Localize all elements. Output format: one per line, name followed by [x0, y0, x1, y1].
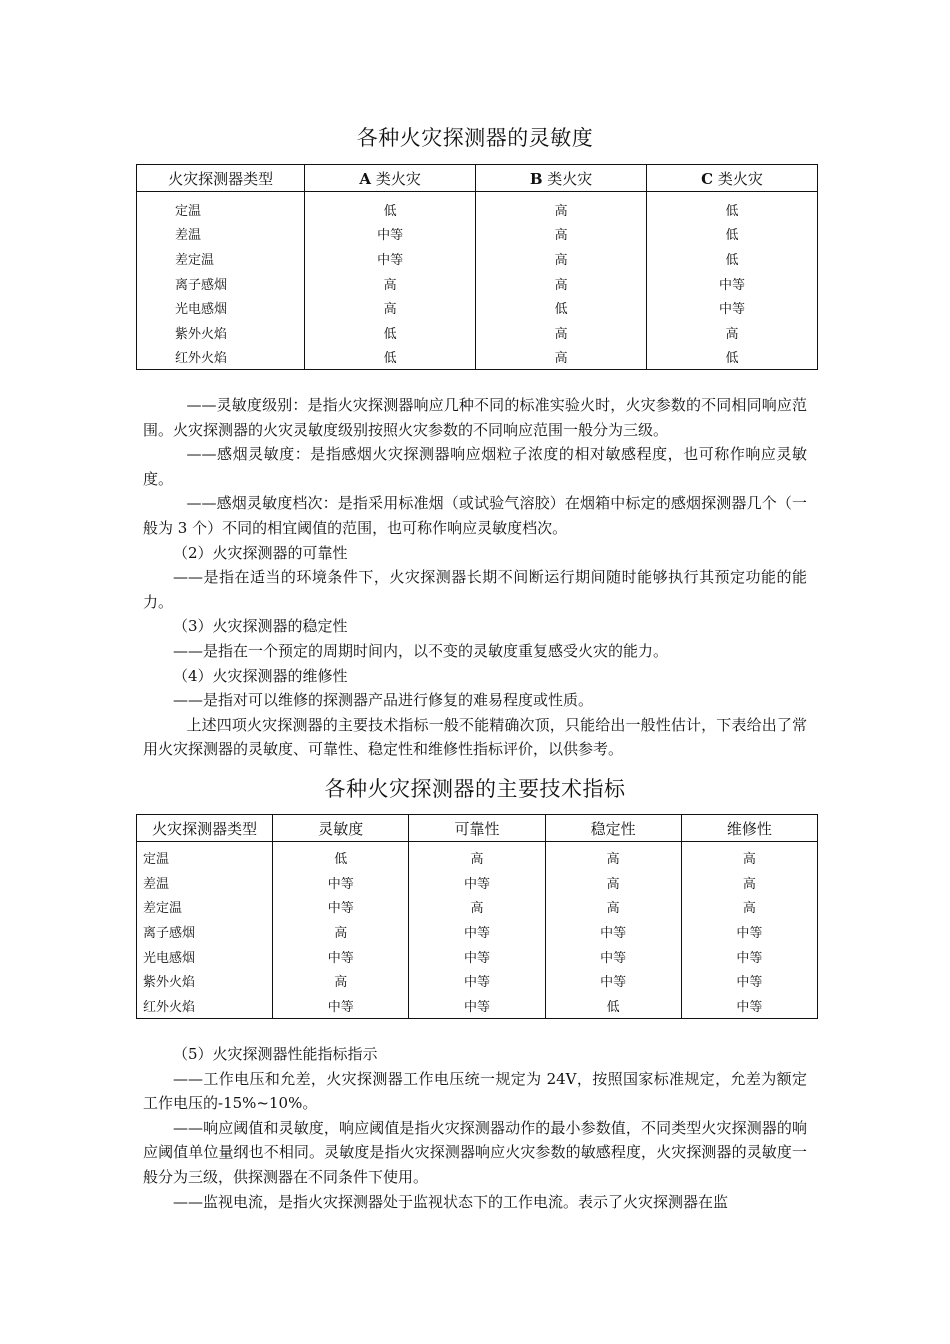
sensitivity-table [136, 164, 818, 370]
table-row [137, 894, 818, 919]
table1-title: 各种火灾探测器的灵敏度 [356, 126, 594, 150]
table-header-row [137, 165, 818, 192]
table-header-row [137, 815, 818, 842]
table-cell: 中等 [647, 295, 818, 320]
table-cell: 低 [647, 192, 818, 222]
column-header: 维修性 [681, 815, 817, 842]
table-cell: 红外火焰 [137, 993, 273, 1018]
table-cell: 中等 [545, 968, 681, 993]
table-cell: 高 [545, 842, 681, 870]
table-cell: 中等 [409, 919, 545, 944]
table-cell: 中等 [545, 944, 681, 969]
table-cell: 差温 [137, 870, 273, 895]
column-header: 稳定性 [545, 815, 681, 842]
table-cell: 中等 [273, 870, 409, 895]
table-cell: 离子感烟 [137, 919, 273, 944]
table-cell: 高 [681, 870, 817, 895]
column-header: B 类火灾 [476, 165, 647, 192]
paragraph: ——是指在一个预定的周期时间内，以不变的灵敏度重复感受火灾的能力。 [173, 641, 669, 660]
table-cell: 高 [476, 192, 647, 222]
section2-body [143, 1042, 807, 1214]
paragraph: 上述四项火灾探测器的主要技术指标一般不能精确次顶，只能给出一般性估计，下表给出了常用火灾探测器的灵敏度、可靠性、稳定性和维修性指标评价，以供参考。 [143, 715, 807, 759]
table-cell: 高 [476, 320, 647, 345]
column-header: C 类火灾 [647, 165, 818, 192]
table-cell: 紫外火焰 [175, 326, 228, 342]
table-cell: 低 [273, 842, 409, 870]
table-cell: 中等 [647, 271, 818, 296]
table-cell: 中等 [409, 870, 545, 895]
paragraph: ——感烟灵敏度档次：是指采用标准烟（或试验气溶胶）在烟箱中标定的感烟探测器几个（一般为 3 个）不同的相宜阈值的范围，也可称作响应灵敏度档次。 [143, 494, 807, 537]
table-row [137, 295, 818, 320]
paragraph: ——是指对可以维修的探测器产品进行修复的难易程度或性质。 [173, 691, 594, 710]
table-cell: 高 [305, 295, 476, 320]
table-row [137, 842, 818, 870]
table-cell: 定温 [137, 842, 273, 870]
table-cell: 离子感烟 [175, 277, 228, 293]
table-cell: 中等 [409, 993, 545, 1018]
table-row [137, 944, 818, 969]
section1-body [143, 393, 807, 762]
table-cell: 低 [647, 222, 818, 247]
table-cell: 低 [647, 246, 818, 271]
subheading: （3）火灾探测器的稳定性 [173, 617, 348, 636]
column-header: 灵敏度 [273, 815, 409, 842]
paragraph: ——感烟灵敏度：是指感烟火灾探测器响应烟粒子浓度的相对敏感程度，也可称作响应灵敏度。 [143, 445, 807, 488]
table-cell: 低 [305, 192, 476, 222]
table-row [137, 993, 818, 1018]
table-cell: 高 [476, 222, 647, 247]
table-row [137, 192, 818, 222]
paragraph: ——工作电压和允差，火灾探测器工作电压统一规定为 24V，按照国家标准规定，允差为额定工作电压的-15%~10%。 [143, 1069, 807, 1113]
table-cell: 低 [305, 320, 476, 345]
table2-title: 各种火灾探测器的主要技术指标 [324, 777, 626, 801]
table-cell: 定温 [175, 203, 202, 219]
table-cell: 中等 [409, 944, 545, 969]
subheading: （4）火灾探测器的维修性 [173, 666, 348, 685]
table-cell: 高 [273, 919, 409, 944]
paragraph: ——监视电流，是指火灾探测器处于监视状态下的工作电流。表示了火灾探测器在监 [173, 1192, 729, 1211]
table-cell: 高 [273, 968, 409, 993]
paragraph: ——是指在适当的环境条件下，火灾探测器长期不间断运行期间随时能够执行其预定功能的能力。 [143, 568, 807, 611]
table-cell: 高 [545, 870, 681, 895]
table-cell: 高 [476, 345, 647, 370]
table-row [137, 320, 818, 345]
column-header: A 类火灾 [305, 165, 476, 192]
table-cell: 中等 [409, 968, 545, 993]
table-row [137, 919, 818, 944]
table-cell: 低 [476, 295, 647, 320]
table-cell: 中等 [305, 222, 476, 247]
subheading: （2）火灾探测器的可靠性 [173, 543, 348, 562]
column-header: 火灾探测器类型 [137, 815, 273, 842]
table-row [137, 968, 818, 993]
table-cell: 高 [545, 894, 681, 919]
table-cell: 高 [409, 894, 545, 919]
technical-indicators-table [136, 814, 818, 1019]
table-cell: 中等 [681, 993, 817, 1018]
table-cell: 中等 [305, 246, 476, 271]
table-row [137, 345, 818, 370]
table-cell: 光电感烟 [137, 944, 273, 969]
paragraph: ——响应阈值和灵敏度，响应阈值是指火灾探测器动作的最小参数值，不同类型火灾探测器的响应阈值单位量纲也不相同。灵敏度是指火灾探测器响应火灾参数的敏感程度，火灾探测器的灵敏度一般分为三级，供探测器在不同条件下使用。 [143, 1118, 807, 1186]
table-cell: 中等 [681, 944, 817, 969]
table-cell: 高 [476, 246, 647, 271]
table-cell: 差定温 [175, 252, 215, 268]
table-cell: 中等 [273, 993, 409, 1018]
table-cell: 中等 [273, 944, 409, 969]
table-cell: 中等 [681, 968, 817, 993]
table-cell: 高 [305, 271, 476, 296]
table-cell: 中等 [545, 919, 681, 944]
paragraph: ——灵敏度级别：是指火灾探测器响应几种不同的标准实验火时，火灾参数的不同相同响应范围。火灾探测器的火灾灵敏度级别按照火灾参数的不同响应范围一般分为三级。 [143, 396, 807, 439]
table-cell: 高 [409, 842, 545, 870]
table-cell: 中等 [681, 919, 817, 944]
table-cell: 低 [545, 993, 681, 1018]
column-header: 可靠性 [409, 815, 545, 842]
table-cell: 高 [647, 320, 818, 345]
table-row [137, 246, 818, 271]
table-cell: 低 [305, 345, 476, 370]
table-cell: 高 [681, 894, 817, 919]
table-cell: 高 [476, 271, 647, 296]
table-row [137, 870, 818, 895]
table-cell: 光电感烟 [175, 302, 228, 318]
table-cell: 差温 [175, 228, 202, 244]
table-cell: 高 [681, 842, 817, 870]
table-cell: 红外火焰 [175, 351, 228, 367]
subheading: （5）火灾探测器性能指标指示 [173, 1045, 378, 1063]
column-header: 火灾探测器类型 [137, 165, 305, 192]
table-cell: 中等 [273, 894, 409, 919]
table-row [137, 271, 818, 296]
table-cell: 差定温 [137, 894, 273, 919]
table-row [137, 222, 818, 247]
table-cell: 低 [647, 345, 818, 370]
table-cell: 紫外火焰 [137, 968, 273, 993]
